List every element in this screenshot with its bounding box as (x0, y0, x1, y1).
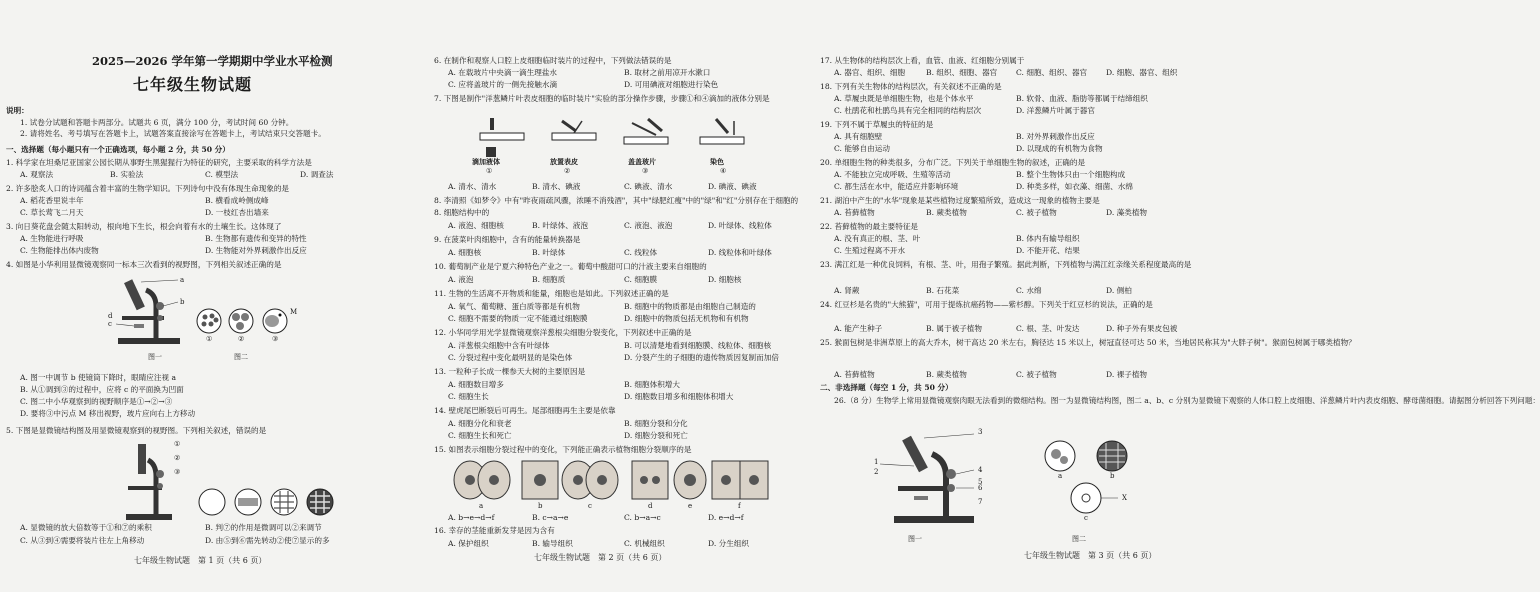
section-1-heading: 一、选择题（每小题只有一个正确选项，每小题 2 分，共 50 分） (6, 145, 230, 154)
option: C. 水绵 (1016, 286, 1042, 295)
option: A. 图一中调节 b 使镜筒下降时，眼睛应注视 a (20, 373, 177, 382)
figure-2-caption: 图二 (234, 353, 248, 361)
option: D. 裸子植物 (1106, 370, 1148, 379)
question-20: 20. 单细胞生物的种类很多，分布广泛。下列关于单细胞生物的叙述，正确的是 (820, 158, 1086, 167)
option: D. 可用碘液对细胞进行染色 (624, 80, 719, 89)
option: D. 叶绿体、线粒体 (708, 221, 772, 230)
option: B. 石花菜 (926, 286, 960, 295)
option: B. 清水、碘液 (532, 182, 581, 191)
option: D. 线粒体和叶绿体 (708, 248, 772, 257)
microscope-figure-q4: a b c d (108, 276, 188, 348)
option: D. 细胞数目增多和细胞体积增大 (624, 392, 734, 401)
option: A. 液泡 (448, 275, 474, 284)
option: A. 具有细胞壁 (834, 132, 883, 141)
option: A. 生物能进行呼吸 (20, 234, 84, 243)
option: C. 被子植物 (1016, 208, 1057, 217)
option: D. e→d→f (708, 513, 744, 522)
option: A. 观察法 (20, 170, 54, 179)
option: B. 可以清楚地看到细胞膜、线粒体、细胞核 (624, 341, 772, 350)
page-2 (402, 0, 802, 592)
option: D. 洋葱鳞片叶属于器官 (1016, 106, 1095, 115)
exam-title: 2025—2026 学年第一学期期中学业水平检测 (92, 54, 333, 68)
option: C. 细胞、组织、器官 (1016, 68, 1088, 77)
option: B. 横看成岭侧成峰 (205, 196, 269, 205)
option: C. b→a→c (624, 513, 661, 522)
question-17: 17. 从生物体的结构层次上看，血管、血液、红细胞分别属于 (820, 56, 1025, 65)
page-footer: 七年级生物试题 第 3 页（共 6 页） (1024, 551, 1157, 560)
option: D. 调查法 (300, 170, 334, 179)
question-13: 13. 一粒种子长成一棵参天大树的主要原因是 (434, 367, 586, 376)
question-23: 23. 满江红是一种优良饲料，有根、茎、叶，用孢子繁殖。据此判断，下列植物与满江红亲缘关系程度最高的是 (820, 260, 1192, 269)
option: D. 种子外有果皮包被 (1106, 324, 1178, 333)
option: B. 细胞中的物质都是由细胞自己制造的 (624, 302, 756, 311)
field-of-view-figure-q4: ① ② ③ M (196, 308, 292, 334)
question-7: 7. 下图是制作"洋葱鳞片叶表皮细胞的临时装片"实验的部分操作步骤，步骤①和④滴加的液体分别是 (434, 94, 770, 103)
option: A. 细胞数目增多 (448, 380, 504, 389)
question-1: 1. 科学家在坦桑尼亚国家公园长期从事野生黑猩猩行为特征的研究，主要采取的科学方法是 (6, 158, 312, 167)
question-24: 24. 红豆杉是名贵的"大熊猫"，可用于提炼抗癌药物——紫杉醇。下列关于红豆杉的说法，正确的是 (820, 300, 1153, 309)
question-12: 12. 小华同学用光学显微镜观察洋葱根尖细胞分裂变化，下列叙述中正确的是 (434, 328, 692, 337)
question-6: 6. 在制作和观察人口腔上皮细胞临时装片的过程中，下列做法错误的是 (434, 56, 672, 65)
option: D. 不能开花、结果 (1016, 246, 1080, 255)
option: B. 细胞体积增大 (624, 380, 680, 389)
question-14: 14. 壁虎尾巴断裂后可再生。尾部细胞再生主要是依靠 (434, 406, 616, 415)
figure-2-caption: 图二 (1072, 535, 1086, 543)
option: C. 机械组织 (624, 539, 665, 548)
option: D. 生物能对外界刺激作出反应 (205, 246, 307, 255)
option: C. 细胞生长和死亡 (448, 431, 512, 440)
cells-figure-q26: a b c X (1042, 440, 1132, 520)
option: B. 叶绿体、液泡 (532, 221, 588, 230)
option: D. 碘液、碘液 (708, 182, 757, 191)
question-2: 2. 许多脍炙人口的诗词蕴含着丰富的生物学知识。下列诗句中没有体现生命现象的是 (6, 184, 290, 193)
page-footer: 七年级生物试题 第 1 页（共 6 页） (134, 556, 267, 565)
option: A. 细胞分化和衰老 (448, 419, 512, 428)
option: C. 模型法 (205, 170, 239, 179)
option: C. 线粒体 (624, 248, 658, 257)
exam-subject-title: 七年级生物试题 (133, 75, 253, 94)
note-1: 1. 试卷分试题和答题卡两部分。试题共 6 页，满分 100 分，考试时间 60 分钟。 (20, 118, 294, 127)
option: D. 种类多样，如衣藻、细菌、水绵 (1016, 182, 1133, 191)
question-26: 26.（8 分）生物学上常用显微镜观察肉眼无法看到的微细结构。图一为显微镜结构图，图二 a、b、c 分别为显微镜下观察的人体口腔上皮细胞、洋葱鳞片叶内表皮细胞、酵母菌细胞。请据图分析回答下列问题： (834, 396, 1540, 405)
option: B. 判⑦的作用是微调可以②来调节 (205, 523, 322, 532)
option: B. 对外界刺激作出反应 (1016, 132, 1095, 141)
option: D. 以现成的有机物为食物 (1016, 144, 1103, 153)
option: B. 输导组织 (532, 539, 573, 548)
option: D. 分生组织 (708, 539, 750, 548)
question-5: 5. 下图是显微镜结构图及用显微镜观察到的视野图。下列相关叙述，错误的是 (6, 426, 267, 435)
option: C. 图二中小华观察到的视野顺序是①→②→③ (20, 397, 173, 406)
microscope-figure-q26: 3 1 2 4 5 6 7 (874, 432, 994, 526)
microscope-figure-q5: ① ② ③ (120, 440, 180, 524)
option: C. 碘液、清水 (624, 182, 673, 191)
figure-1-caption: 图一 (908, 535, 922, 543)
option: A. 没有真正的根、茎、叶 (834, 234, 921, 243)
option: A. 肾蕨 (834, 286, 860, 295)
option: C. 杜鹃花和杜鹃鸟具有完全相同的结构层次 (834, 106, 982, 115)
slide-steps-figure: 滴加液体 放置表皮 盖盖玻片 染色 ① ② ③ ④ (472, 117, 762, 161)
option: A. 细胞核 (448, 248, 482, 257)
option: D. 分裂产生的子细胞的遗传物质因复制而加倍 (624, 353, 779, 362)
option: B. 体内有输导组织 (1016, 234, 1080, 243)
option: A. 氧气、葡萄糖、蛋白质等都是有机物 (448, 302, 580, 311)
page-3 (804, 0, 1540, 592)
option: D. 细胞分裂和死亡 (624, 431, 688, 440)
option: B. 从①调到③的过程中，应将 c 的平面换为凹面 (20, 385, 184, 394)
option: A. 苔藓植物 (834, 208, 875, 217)
option: B. c→a→e (532, 513, 569, 522)
option: A. 不能独立完成呼吸、生殖等活动 (834, 170, 951, 179)
notes-heading: 说明： (6, 106, 29, 115)
option: A. 液泡、细胞核 (448, 221, 504, 230)
option: A. 保护组织 (448, 539, 489, 548)
note-2: 2. 请将姓名、考号填写在答题卡上，试题答案直接涂写在答题卡上，考试结束只交答题卡。 (20, 129, 326, 138)
option: B. 蕨类植物 (926, 370, 967, 379)
question-4: 4. 如图是小华利用显微镜观察同一标本三次看到的视野图，下列相关叙述正确的是 (6, 260, 282, 269)
question-9: 9. 在菠菜叶肉细胞中，含有的能量转换器是 (434, 235, 581, 244)
option: B. 蕨类植物 (926, 208, 967, 217)
question-15: 15. 如图表示细胞分裂过程中的变化，下列能正确表示植物细胞分裂顺序的是 (434, 445, 692, 454)
option: C. 细胞不需要的物质一定不能通过细胞膜 (448, 314, 588, 323)
option: C. 被子植物 (1016, 370, 1057, 379)
option: C. 都生活在水中，能适应并影响环境 (834, 182, 959, 191)
option: D. 藻类植物 (1106, 208, 1148, 217)
page-footer: 七年级生物试题 第 2 页（共 6 页） (534, 553, 667, 562)
option: C. 草长莺飞二月天 (20, 208, 84, 217)
option: D. 细胞中的物质包括无机物和有机物 (624, 314, 749, 323)
question-21: 21. 湖泊中产生的"水华"现象是某些植物过度繁殖所致，造成这一现象的植物主要是 (820, 196, 1100, 205)
option: C. 液泡、液泡 (624, 221, 673, 230)
section-2-heading: 二、非选择题（每空 1 分，共 50 分） (820, 383, 953, 392)
option: C. 应将盖玻片的一侧先接触水滴 (448, 80, 558, 89)
question-3: 3. 向日葵花盘会随太阳转动，根向地下生长，根会向着有水的土壤生长。这体现了 (6, 222, 282, 231)
question-25: 25. 猴面包树是非洲草原上的高大乔木，树干高达 20 米左右，胸径达 15 米以上，树冠直径可达 50 米，当地居民称其为"大胖子树"。猴面包树属于哪类植物？ (820, 338, 1356, 347)
option: C. 根、茎、叶发达 (1016, 324, 1080, 333)
option: D. 一枝红杏出墙来 (205, 208, 269, 217)
option: C. 从③到④需要将装片往左上角移动 (20, 536, 145, 545)
option: B. 整个生物体只由一个细胞构成 (1016, 170, 1126, 179)
question-10: 10. 葡萄制产业是宁夏六种特色产业之一。葡萄中酸甜可口的汁液主要来自细胞的 (434, 262, 707, 271)
option: B. 实验法 (110, 170, 144, 179)
option: B. 属于被子植物 (926, 324, 982, 333)
option: C. 分裂过程中变化最明显的是染色体 (448, 353, 573, 362)
option: A. 洋葱根尖细胞中含有叶绿体 (448, 341, 550, 350)
question-11: 11. 生物的生活离不开物质和能量，细胞也是如此。下列叙述正确的是 (434, 289, 669, 298)
option: D. 细胞、器官、组织 (1106, 68, 1178, 77)
option: C. 细胞膜 (624, 275, 658, 284)
question-22: 22. 苔藓植物的最主要特征是 (820, 222, 919, 231)
option: B. 生物都有遗传和变异的特性 (205, 234, 307, 243)
question-8-cont: 8. 细胞结构中的 (434, 208, 490, 217)
option: C. 生物能排出体内废物 (20, 246, 99, 255)
option: B. 组织、细胞、器官 (926, 68, 998, 77)
option: B. 细胞质 (532, 275, 566, 284)
option: A. 器官、组织、细胞 (834, 68, 906, 77)
option: A. 能产生种子 (834, 324, 883, 333)
question-16: 16. 幸存的茎能重新发芽是因为含有 (434, 526, 555, 535)
option: C. 生殖过程离不开水 (834, 246, 906, 255)
option: C. 细胞生长 (448, 392, 489, 401)
option: A. 显微镜的放大倍数等于①和⑦的乘积 (20, 523, 152, 532)
field-of-view-figure-q5 (198, 488, 348, 516)
cell-division-figure: a b c d e f (452, 458, 772, 502)
option: D. 细胞核 (708, 275, 742, 284)
option: A. b→e→d→f (448, 513, 495, 522)
question-18: 18. 下列有关生物体的结构层次，有关叙述不正确的是 (820, 82, 1002, 91)
option: A. 在载玻片中央滴一滴生理盐水 (448, 68, 558, 77)
option: B. 取材之前用凉开水漱口 (624, 68, 711, 77)
option: D. 侧柏 (1106, 286, 1132, 295)
question-19: 19. 下列不属于草履虫的特征的是 (820, 120, 934, 129)
option: A. 苔藓植物 (834, 370, 875, 379)
option: A. 草履虫既是单细胞生物，也是个体水平 (834, 94, 974, 103)
option: A. 稻花香里说丰年 (20, 196, 84, 205)
option: D. 要将③中污点 M 移出视野，玻片应向右上方移动 (20, 409, 196, 418)
option: C. 能够自由运动 (834, 144, 890, 153)
option: B. 软骨、血液、脂肪等都属于结缔组织 (1016, 94, 1148, 103)
question-8: 8. 李清照《如梦令》中有"昨夜雨疏风骤，浓睡不消残酒"，其中"绿肥红瘦"中的"绿"和"红"分别存在于细胞的 (434, 196, 799, 205)
page-1: 2025—2026 学年第一学期期中学业水平检测 七年级生物试题 说明： 1. 试卷分试题和答题卡两部分。试题共 6 页，满分 100 分，考试时间 60 分钟。 2. 请将姓名、考号填写在答题卡上，试题答案直接涂写在答题卡上，考试结束只交答题卡。 一、选择题（每小题只有一个正确选项，每小题 2 分，共 50 分） 1. 科学家在坦桑尼亚国家公园长期从事野生黑猩猩行为特征的研究，主要采取的科学方法是 A. 观察法 B. 实验法 C. 模型法 D. 调查法 2. 许多脍炙人口的诗词蕴含着丰富的生物学知识。下列诗句中没有体现生命现象的是 A. 稻花香里说丰年 B. 横看成岭侧成峰 C. 草长莺飞二月天 D. 一枝红杏出墙来 3. 向日葵花盘会随太阳转动，根向地下生长，根会向着有水的土壤生长。这体现了 A. 生物能进行呼吸 B. 生物都有遗传和变异的特性 C. 生物能排出体内废物 D. 生物能对外界刺激作出反应 4. 如图是小华利用显微镜观察同一标本三次看到的视野图，下列相关叙述正确的是 a b c d 图一 ① ② ③ M 图二 A. 图一中调节 b 使镜筒下降时，眼睛应注视 a B. 从①调到③的过程中，应将 c 的平面换为凹面 C. 图二中小华观察到的视野顺序是①→②→③ D. 要将③中污点 M 移出视野，玻片应向右上方移动 5. 下图是显微镜结构图及用显微镜观察到的视野图。下列相关叙述，错误的是 ① ② ③ A. 显微镜的放大倍数等于①和⑦的乘积 B. 判⑦的作用是微调可以②来调节 C. 从③到④需要将装片往左上角移动 D. 由⑤到⑥需先转动②使⑦显示的多 七年级生物试题 第 1 页（共 6 页） (0, 0, 400, 592)
option: B. 细胞分裂和分化 (624, 419, 688, 428)
option: D. 由⑤到⑥需先转动②使⑦显示的多 (205, 536, 330, 545)
option: A. 清水、清水 (448, 182, 497, 191)
option: B. 叶绿体 (532, 248, 566, 257)
